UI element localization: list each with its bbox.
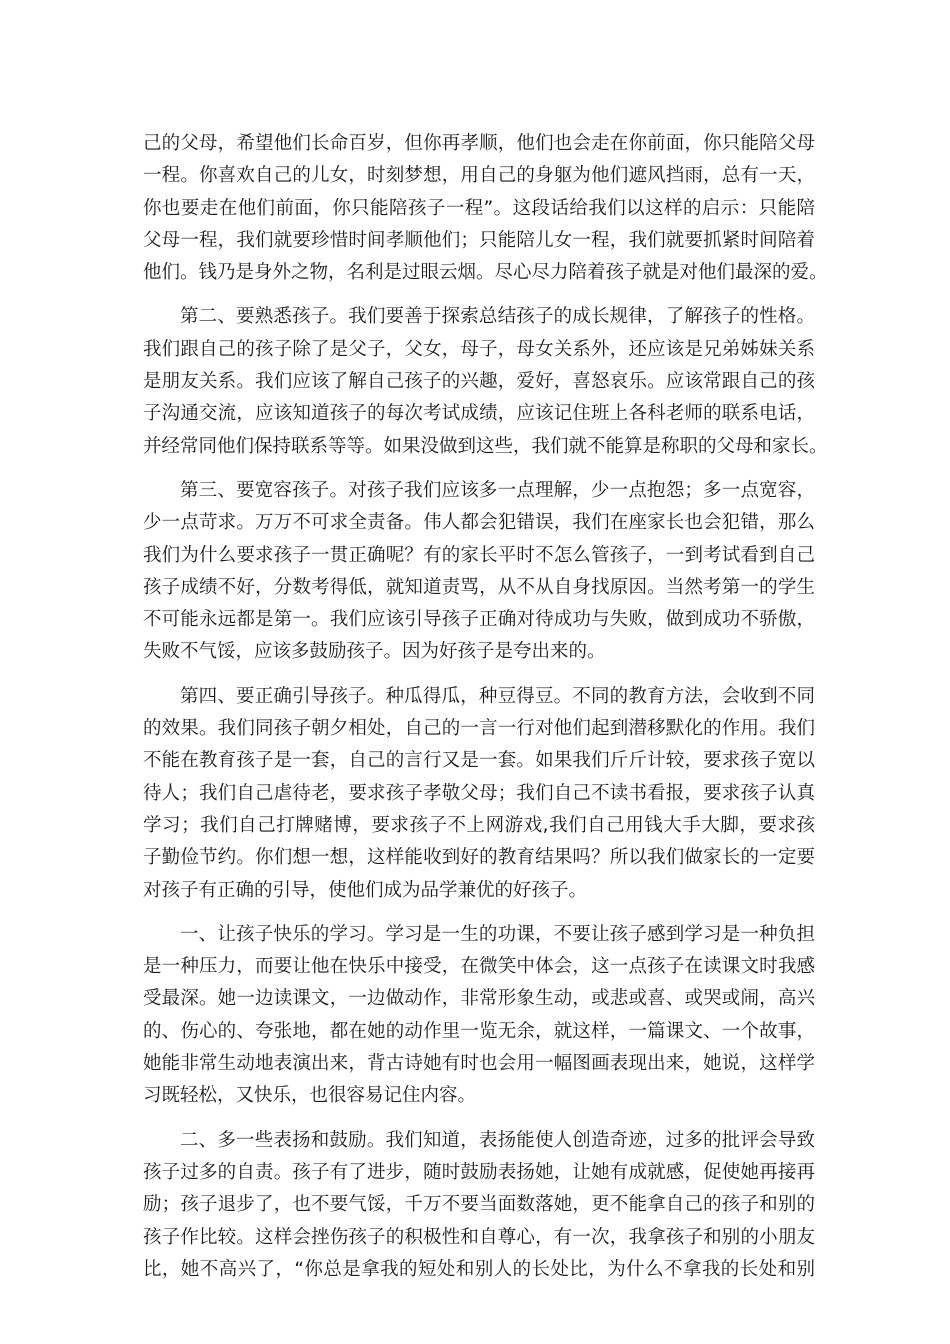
text-line: 不能在教育孩子是一套，自己的言行又是一套。如果我们斤斤计较，要求孩子宽以 [143,750,815,772]
text-line: 少一点苛求。万万不可求全责备。伟人都会犯错误，我们在座家长也会犯错，那么 [143,512,815,534]
text-line: 她能非常生动地表演出来，背古诗她有时也会用一幅图画表现出来，她说，这样学 [143,1053,815,1075]
text-line: 父母一程，我们就要珍惜时间孝顺他们；只能陪儿女一程，我们就要抓紧时间陪着 [143,229,815,251]
text-line: 己的父母，希望他们长命百岁，但你再孝顺，他们也会走在你前面，你只能陪父母 [143,133,815,154]
text-line: 励；孩子退步了，也不要气馁，千万不要当面数落她，更不能拿自己的孩子和别的 [143,1194,815,1216]
paragraph-6 [143,1125,815,1286]
text-line: 孩子作比较。这样会挫伤孩子的积极性和自尊心，有一次，我拿孩子和别的小朋友 [143,1226,815,1248]
text-line: 二、多一些表扬和鼓励。我们知道，表扬能使人创造奇迹，过多的批评会导致 [180,1129,815,1151]
paragraph-5 [143,919,815,1113]
text-line: 是朋友关系。我们应该了解自己孩子的兴趣，爱好，喜怒哀乐。应该常跟自己的孩 [143,371,815,393]
document-body [143,128,828,1298]
text-line: 的效果。我们同孩子朝夕相处，自己的一言一行对他们起到潜移默化的作用。我们 [143,718,815,740]
text-line: 孩子成绩不好，分数考得低，就知道责骂，从不从自身找原因。当然考第一的学生 [143,576,815,598]
paragraph-2 [143,301,828,462]
text-line: 受最深。她一边读课文，一边做动作，非常形象生动，或悲或喜、或哭或闹，高兴 [143,988,815,1010]
text-line: 比，她不高兴了，“你总是拿我的短处和别人的长处比，为什么不拿我的长处和别 [143,1258,815,1280]
text-line: 是一种压力，而要让他在快乐中接受，在微笑中体会，这一点孩子在读课文时我感 [143,956,815,978]
paragraph-3 [143,475,815,669]
text-line: 他们。钱乃是身外之物，名利是过眼云烟。尽心尽力陪着孩子就是对他们最深的爱。 [143,262,828,284]
text-line: 并经常同他们保持联系等等。如果没做到这些，我们就不能算是称职的父母和家长。 [143,435,828,457]
text-line: 一、让孩子快乐的学习。学习是一生的功课，不要让孩子感到学习是一种负担 [180,923,815,945]
text-line: 第三、要宽容孩子。对孩子我们应该多一点理解，少一点抱怨；多一点宽容， [180,479,815,501]
text-line: 失败不气馁，应该多鼓励孩子。因为好孩子是夸出来的。 [143,641,606,663]
text-line: 我们为什么要求孩子一贯正确呢？有的家长平时不怎么管孩子，一到考试看到自己 [143,544,815,566]
text-line: 待人；我们自己虐待老，要求孩子孝敬父母；我们自己不读书看报，要求孩子认真 [143,782,815,804]
text-line: 第四、要正确引导孩子。种瓜得瓜，种豆得豆。不同的教育方法，会收到不同 [180,685,815,707]
text-line: 习既轻松，又快乐，也很容易记住内容。 [143,1085,477,1107]
paragraph-1 [143,128,828,289]
text-line: 孩子过多的自责。孩子有了进步，随时鼓励表扬她，让她有成就感，促使她再接再 [143,1161,815,1183]
text-line: 子沟通交流，应该知道孩子的每次考试成绩，应该记住班上各科老师的联系电话， [143,403,815,425]
text-line: 第二、要熟悉孩子。我们要善于探索总结孩子的成长规律，了解孩子的性格。 [180,306,815,328]
text-line: 不可能永远都是第一。我们应该引导孩子正确对待成功与失败，做到成功不骄傲， [143,609,815,631]
text-line: 对孩子有正确的引导，使他们成为品学兼优的好孩子。 [143,879,588,901]
text-line: 你也要走在他们前面，你只能陪孩子一程”。这段话给我们以这样的启示：只能陪 [143,197,815,219]
text-line: 的、伤心的、夸张地，都在她的动作里一览无余，就这样，一篇课文、一个故事， [143,1020,815,1042]
text-line: 一程。你喜欢自己的儿女，时刻梦想，用自己的身躯为他们遮风挡雨，总有一天， [143,165,815,187]
text-line: 学习；我们自己打牌赌博，要求孩子不上网游戏,我们自己用钱大手大脚，要求孩 [143,814,815,836]
text-line: 我们跟自己的孩子除了是父子，父女，母子，母女关系外，还应该是兄弟姊妹关系 [143,338,815,360]
text-line: 子勤俭节约。你们想一想，这样能收到好的教育结果吗？所以我们做家长的一定要 [143,847,815,869]
paragraph-4 [143,681,815,907]
